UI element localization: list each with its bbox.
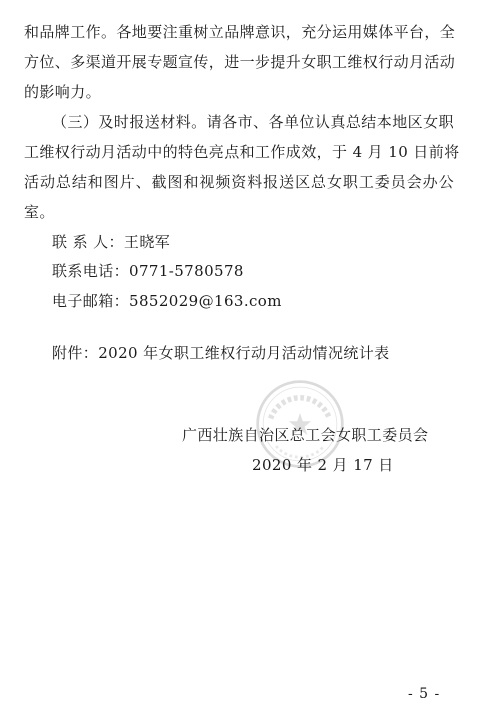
paragraph1-line2: 方位、多渠道开展专题宣传，进一步提升女职工维权行动月活动 xyxy=(24,53,456,71)
contact-person: 联 系 人：王晓军 xyxy=(52,233,171,251)
signature-date: 2020 年 2 月 17 日 xyxy=(252,456,394,474)
paragraph2-line1: （三）及时报送材料。请各市、各单位认真总结本地区女职 xyxy=(52,113,454,131)
page-number: - 5 - xyxy=(408,686,441,702)
paragraph2-line2: 工维权行动月活动中的特色亮点和工作成效，于 4 月 10 日前将 xyxy=(24,143,460,161)
contact-phone: 联系电话：0771-5780578 xyxy=(52,262,244,280)
contact-email: 电子邮箱：5852029@163.com xyxy=(52,292,282,310)
paragraph1-line1: 和品牌工作。各地要注重树立品牌意识，充分运用媒体平台，全 xyxy=(24,23,456,41)
paragraph2-line3: 活动总结和图片、截图和视频资料报送区总女职工委员会办公 xyxy=(24,173,454,191)
attachment-line: 附件：2020 年女职工维权行动月活动情况统计表 xyxy=(52,344,390,362)
paragraph2-line4: 室。 xyxy=(24,203,55,221)
signature-organization: 广西壮族自治区总工会女职工委员会 xyxy=(182,426,429,444)
paragraph1-line3: 的影响力。 xyxy=(24,83,102,101)
